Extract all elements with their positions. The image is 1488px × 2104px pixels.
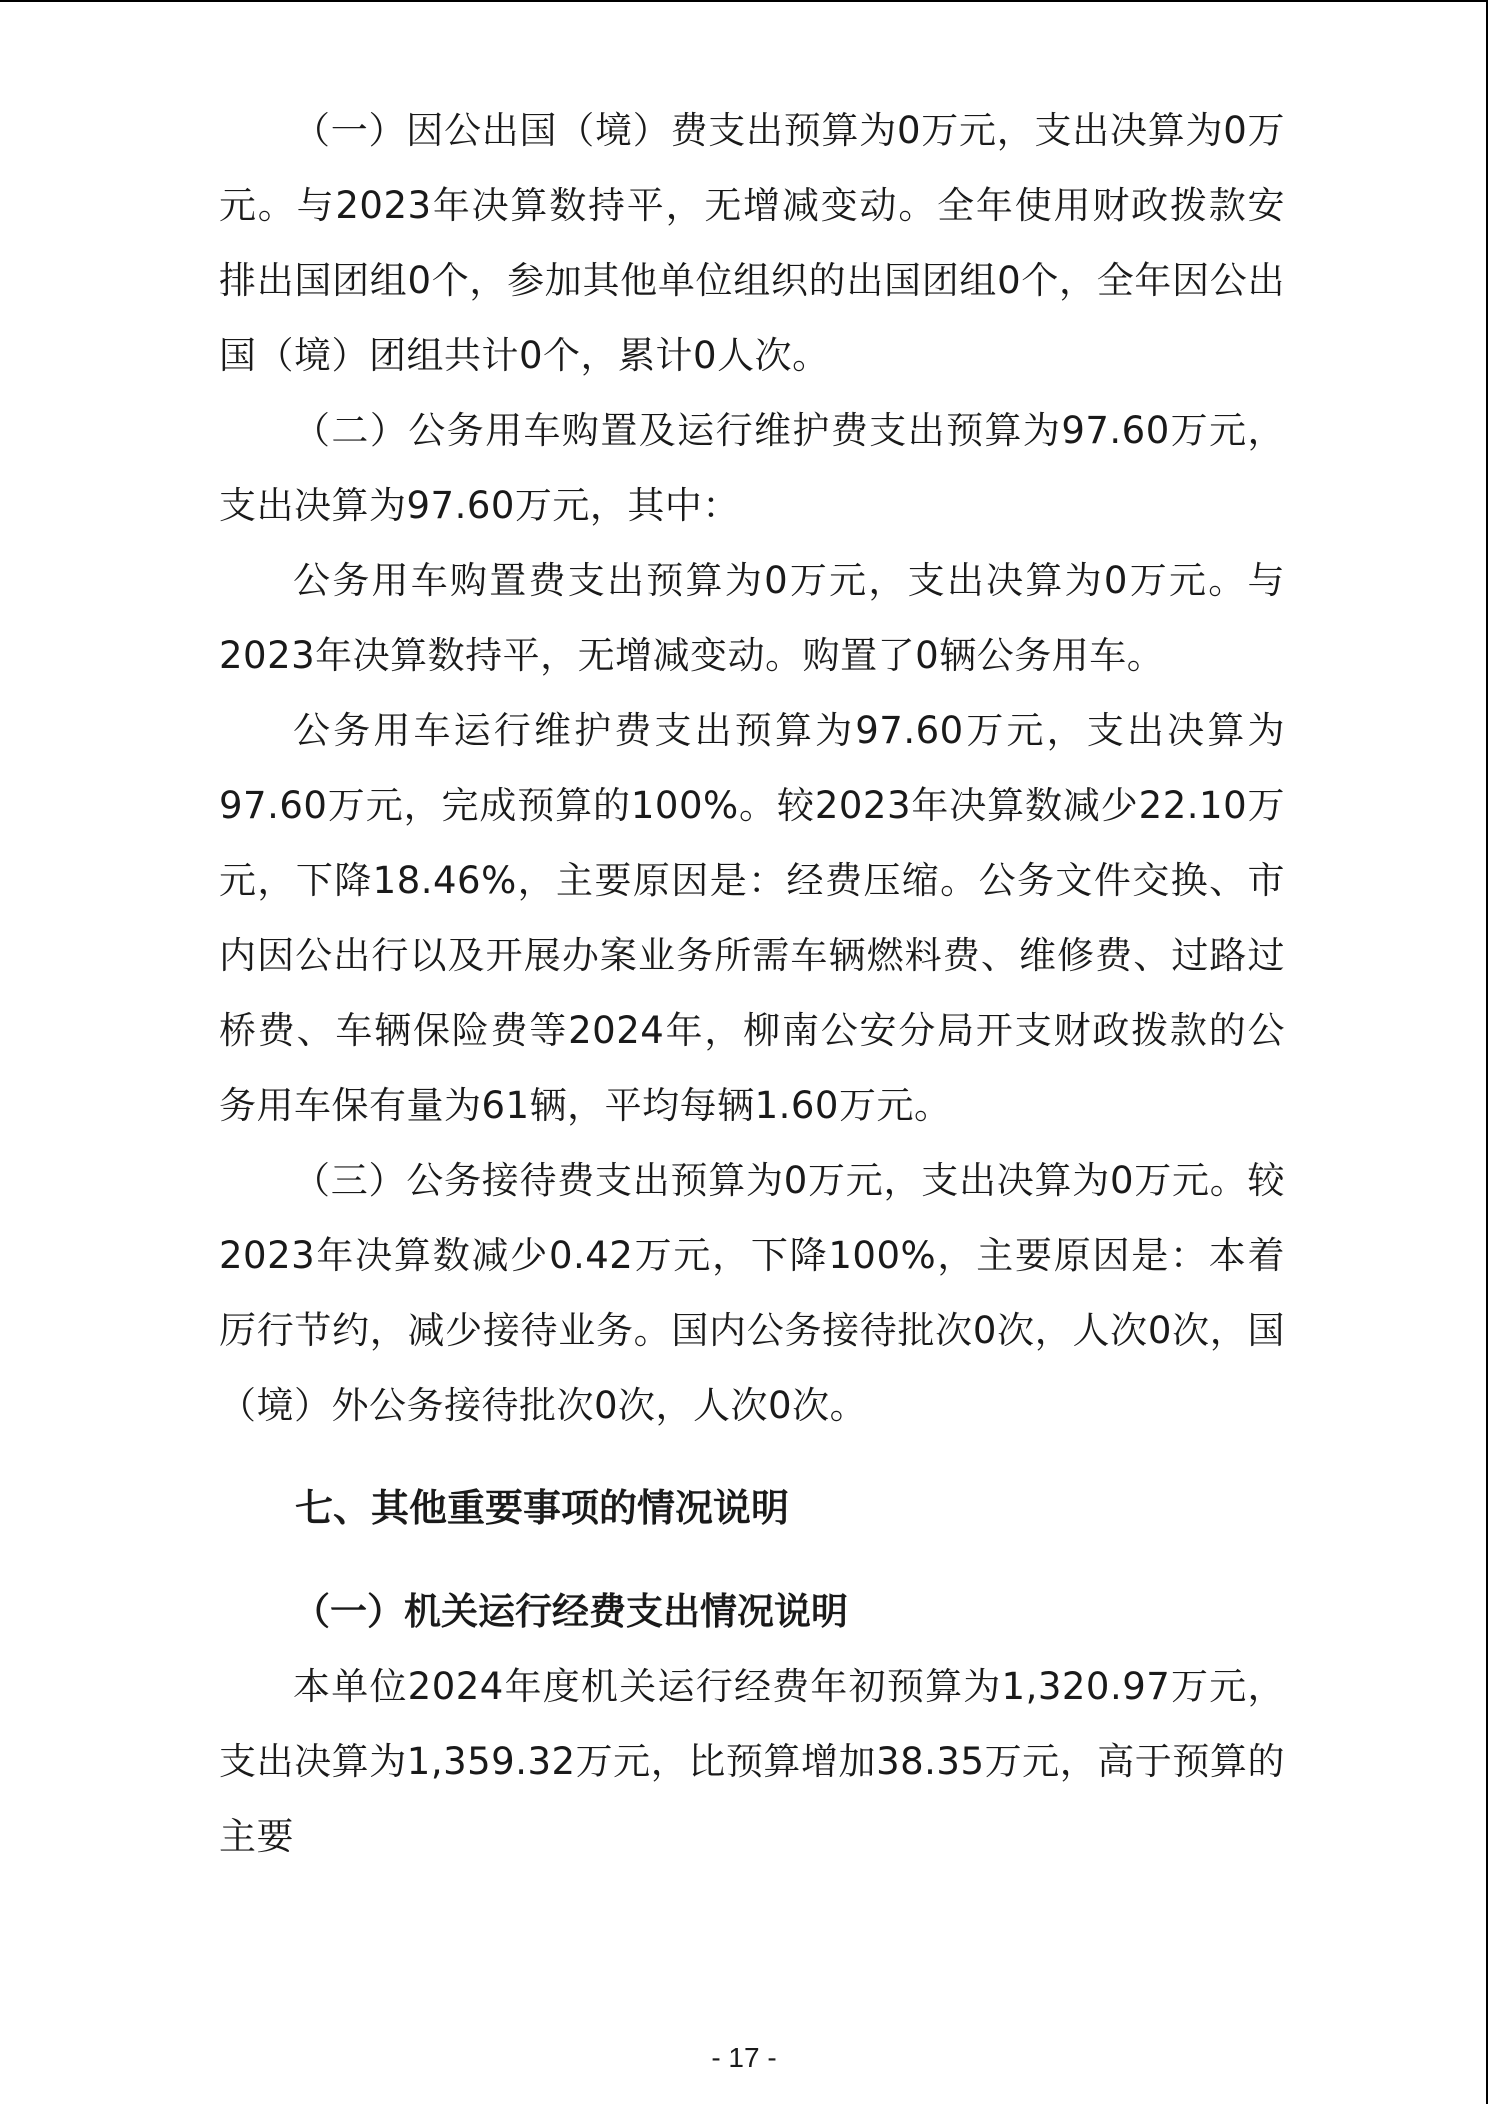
document-body	[219, 93, 1285, 1874]
paragraph-official-reception: （三）公务接待费支出预算为0万元，支出决算为0万元。较2023年决算数减少0.42万元，下降100%，主要原因是：本着厉行节约，减少接待业务。国内公务接待批次0次，人次0次，国（境）外公务接待批次0次，人次0次。	[219, 1159, 1285, 1427]
page-number: - 17 -	[711, 2042, 777, 2073]
paragraph-operating-expenses: 本单位2024年度机关运行经费年初预算为1,320.97万元，支出决算为1,359.32万元，比预算增加38.35万元，高于预算的主要	[219, 1665, 1285, 1858]
section-heading: 七、其他重要事项的情况说明	[295, 1486, 790, 1530]
paragraph-official-travel-abroad: （一）因公出国（境）费支出预算为0万元，支出决算为0万元。与2023年决算数持平，无增减变动。全年使用财政拨款安排出国团组0个，参加其他单位组织的出国团组0个，全年因公出国（境）团组共计0个，累计0人次。	[219, 109, 1285, 377]
subsection-heading: （一）机关运行经费支出情况说明	[293, 1590, 848, 1633]
paragraph-official-vehicles: （二）公务用车购置及运行维护费支出预算为97.60万元，支出决算为97.60万元，其中：	[219, 409, 1285, 527]
page-border-top	[0, 0, 1488, 2]
paragraph-vehicle-purchase: 公务用车购置费支出预算为0万元，支出决算为0万元。与2023年决算数持平，无增减变动。购置了0辆公务用车。	[219, 559, 1285, 677]
paragraph-vehicle-maintenance: 公务用车运行维护费支出预算为97.60万元，支出决算为97.60万元，完成预算的100%。较2023年决算数减少22.10万元，下降18.46%，主要原因是：经费压缩。公务文件交换、市内因公出行以及开展办案业务所需车辆燃料费、维修费、过路过桥费、车辆保险费等2024年，柳南公安分局开支财政拨款的公务用车保有量为61辆，平均每辆1.60万元。	[219, 709, 1285, 1127]
